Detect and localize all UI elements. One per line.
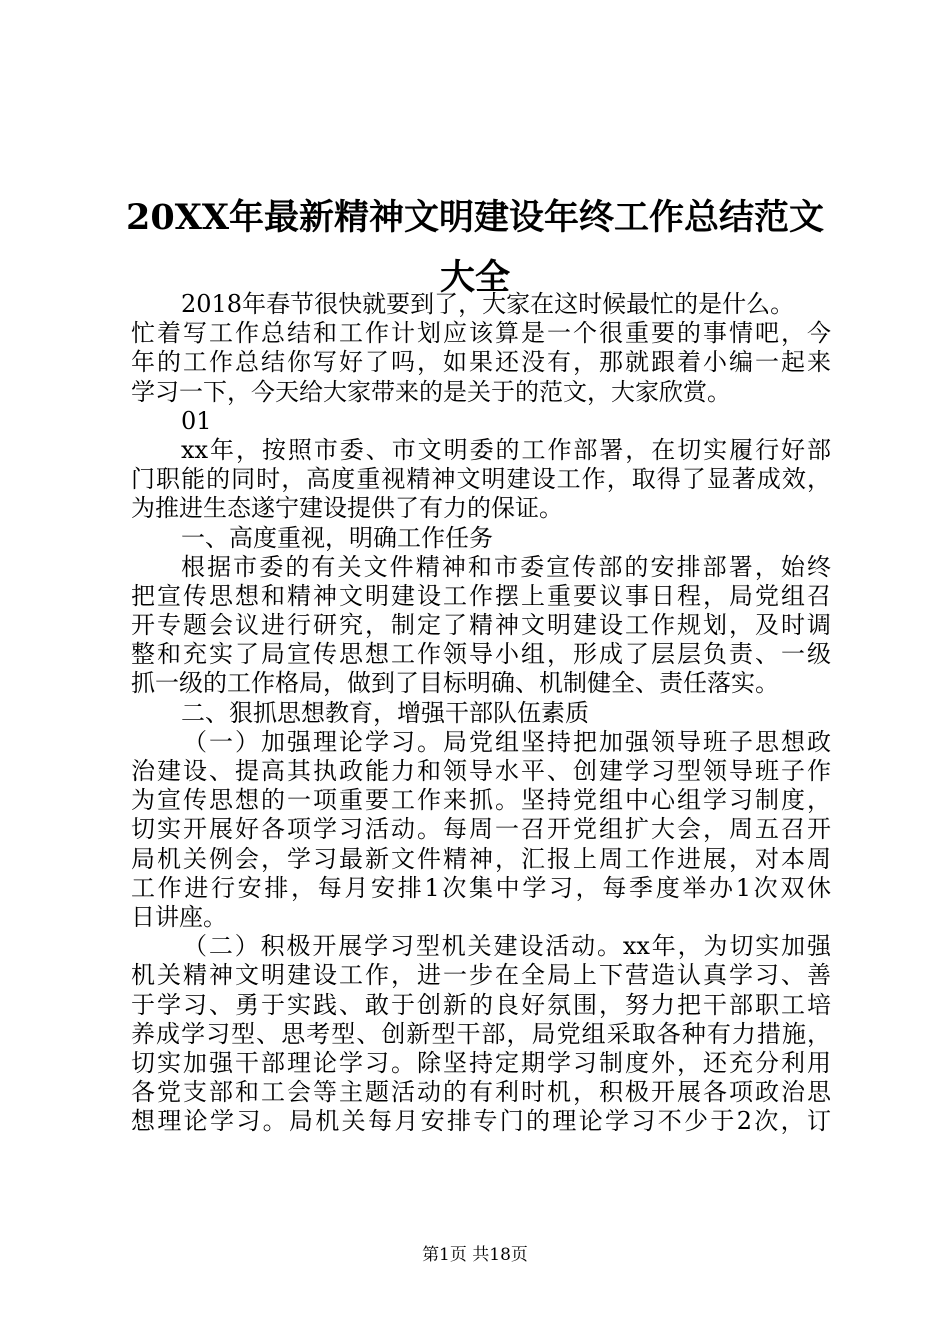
paragraph-line: 于学习、勇于实践、敢于创新的良好氛围，努力把干部职工培 bbox=[131, 990, 831, 1019]
title-line-1: 20XX年最新精神文明建设年终工作总结范文 bbox=[125, 197, 825, 238]
paragraph-line: 日讲座。 bbox=[131, 902, 227, 931]
paragraph-line: （一）加强理论学习。局党组坚持把加强领导班子思想政 bbox=[183, 727, 831, 756]
paragraph-line: 各党支部和工会等主题活动的有利时机，积极开展各项政治思 bbox=[131, 1078, 831, 1107]
paragraph-line: 门职能的同时，高度重视精神文明建设工作，取得了显著成效， bbox=[131, 465, 831, 494]
section-number: 01 bbox=[181, 406, 212, 435]
paragraph-line: 忙着写工作总结和工作计划应该算是一个很重要的事情吧，今 bbox=[131, 319, 831, 348]
paragraph-line: 局机关例会，学习最新文件精神，汇报上周工作进展，对本周 bbox=[131, 844, 831, 873]
section-heading: 一、高度重视，明确工作任务 bbox=[181, 523, 493, 552]
document-body bbox=[131, 290, 831, 1136]
paragraph-line: 机关精神文明建设工作，进一步在全局上下营造认真学习、善 bbox=[131, 961, 831, 990]
section-heading: 二、狠抓思想教育，增强干部队伍素质 bbox=[181, 698, 589, 727]
paragraph-line: 想理论学习。局机关每月安排专门的理论学习不少于2次，订 bbox=[131, 1107, 831, 1136]
paragraph-line: 根据市委的有关文件精神和市委宣传部的安排部署，始终 bbox=[181, 552, 831, 581]
page-footer: 第1页 共18页 bbox=[422, 1245, 528, 1265]
paragraph-line: 养成学习型、思考型、创新型干部，局党组采取各种有力措施， bbox=[131, 1019, 831, 1048]
paragraph-line: （二）积极开展学习型机关建设活动。xx年，为切实加强 bbox=[183, 932, 831, 961]
paragraph-line: 学习一下，今天给大家带来的是关于的范文，大家欣赏。 bbox=[131, 377, 731, 406]
paragraph-line: 年的工作总结你写好了吗，如果还没有，那就跟着小编一起来 bbox=[131, 348, 831, 377]
paragraph-line: 切实开展好各项学习活动。每周一召开党组扩大会，周五召开 bbox=[131, 815, 831, 844]
paragraph-line: 开专题会议进行研究，制定了精神文明建设工作规划，及时调 bbox=[131, 611, 831, 640]
paragraph-line: xx年，按照市委、市文明委的工作部署，在切实履行好部 bbox=[181, 435, 831, 464]
paragraph-line: 治建设、提高其执政能力和领导水平、创建学习型领导班子作 bbox=[131, 757, 831, 785]
paragraph-line: 工作进行安排，每月安排1次集中学习，每季度举办1次双休 bbox=[131, 873, 831, 902]
paragraph-line: 抓一级的工作格局，做到了目标明确、机制健全、责任落实。 bbox=[131, 669, 779, 698]
paragraph-line: 为推进生态遂宁建设提供了有力的保证。 bbox=[131, 494, 563, 523]
paragraph-line: 把宣传思想和精神文明建设工作摆上重要议事日程，局党组召 bbox=[131, 581, 831, 610]
paragraph-line: 切实加强干部理论学习。除坚持定期学习制度外，还充分利用 bbox=[131, 1048, 831, 1077]
title-line-2: 大全 bbox=[439, 257, 510, 298]
paragraph-line: 为宣传思想的一项重要工作来抓。坚持党组中心组学习制度， bbox=[131, 786, 831, 815]
paragraph-line: 2018年春节很快就要到了，大家在这时候最忙的是什么。 bbox=[181, 290, 795, 318]
paragraph-line: 整和充实了局宣传思想工作领导小组，形成了层层负责、一级 bbox=[131, 640, 831, 669]
